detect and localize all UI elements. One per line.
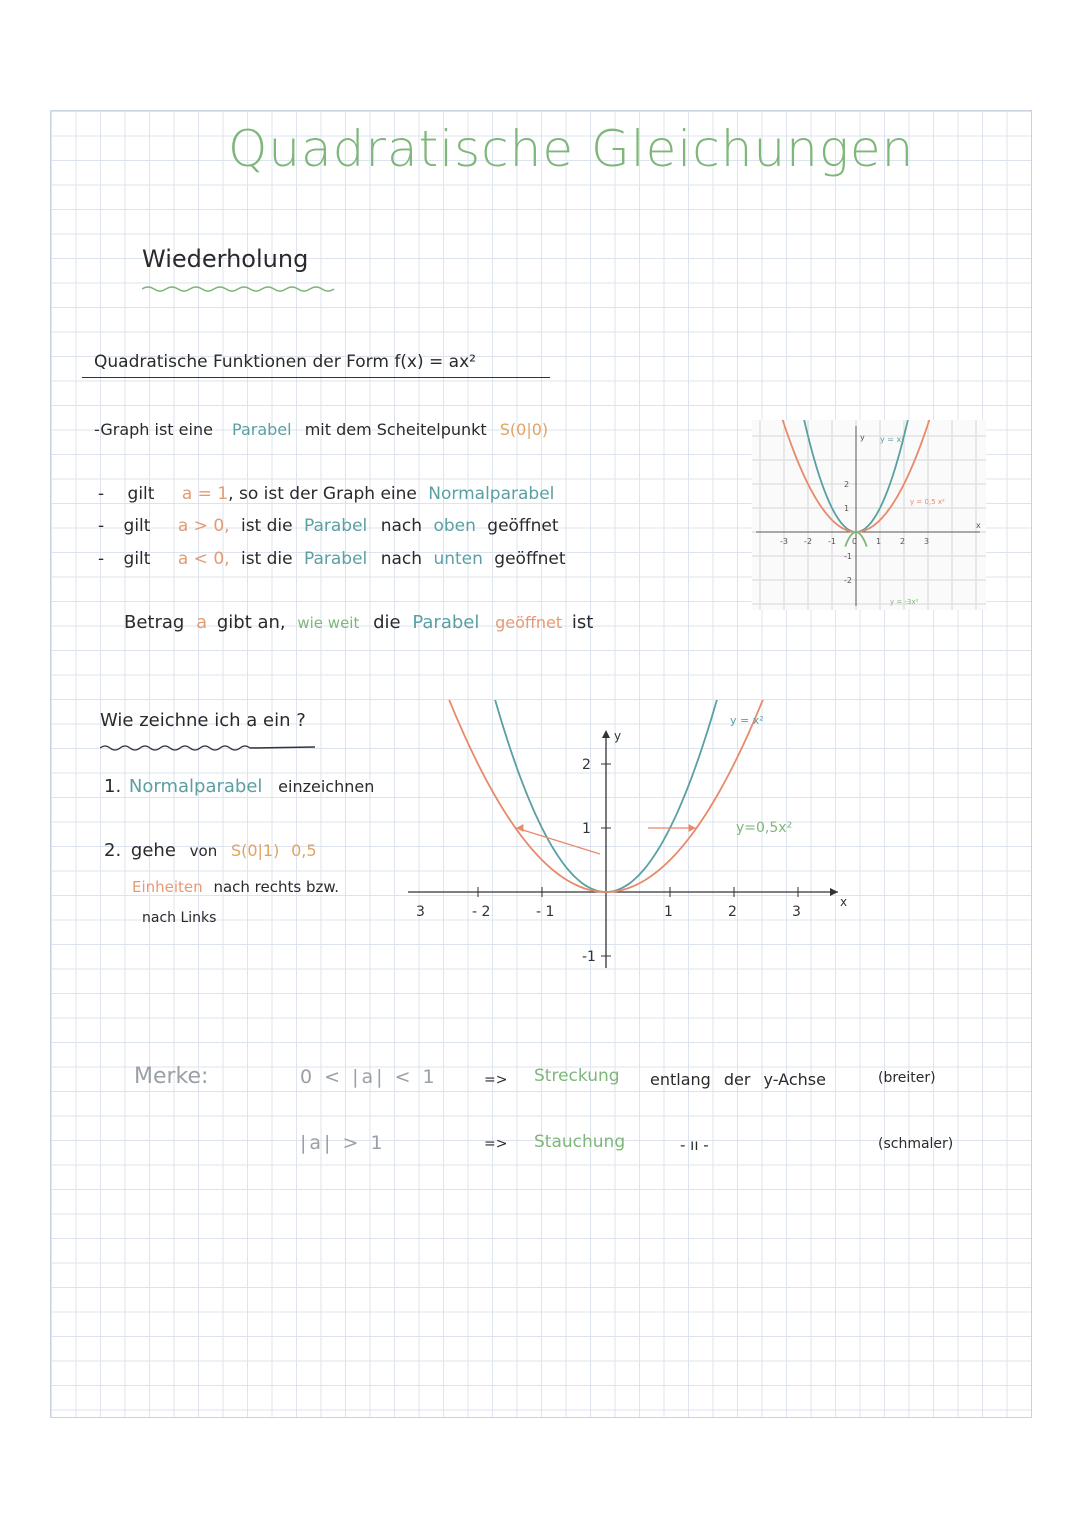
small-label-wide: y = 0,5 x² bbox=[910, 498, 945, 506]
bullet-dash: - bbox=[98, 516, 105, 536]
word-betrag: Betrag bbox=[124, 612, 185, 633]
word-geoeffnet: geöffnet bbox=[487, 516, 559, 536]
graph-mid: mit dem Scheitelpunkt bbox=[304, 420, 487, 439]
word-parabel: Parabel bbox=[412, 612, 480, 633]
word-oben: oben bbox=[433, 516, 476, 536]
main-y-tick-label: -1 bbox=[582, 949, 596, 965]
bullet-1 bbox=[98, 484, 554, 504]
word-a: a bbox=[196, 612, 208, 633]
small-y-tick-label: -2 bbox=[844, 576, 852, 585]
main-x-tick-label: - 1 bbox=[536, 904, 555, 920]
word-geoeffnet: geöffnet bbox=[495, 613, 563, 632]
merke-row2-condition: |a| > 1 bbox=[300, 1132, 386, 1154]
step-2-line-2 bbox=[132, 878, 339, 896]
word-gibt-an: gibt an, bbox=[216, 612, 286, 633]
merke-row2-note: (schmaler) bbox=[878, 1136, 954, 1152]
main-y-tick-label: 1 bbox=[582, 821, 591, 837]
small-label-negative: y = -3x² bbox=[890, 598, 919, 606]
small-y-tick-label: 2 bbox=[844, 480, 850, 489]
merke-row2-arrow: => bbox=[484, 1136, 508, 1152]
bullet-condition: a > 0, bbox=[177, 516, 230, 536]
step-2-line-3: nach Links bbox=[142, 910, 217, 926]
step-2 bbox=[104, 840, 317, 861]
word-ist: ist bbox=[571, 612, 594, 633]
word-einheiten: Einheiten bbox=[132, 878, 203, 896]
step-1-rest: einzeichnen bbox=[278, 777, 375, 796]
bullet-text: ist die bbox=[240, 516, 293, 536]
word-wie-weit: wie weit bbox=[297, 614, 360, 632]
step-2-number: 2. bbox=[104, 840, 122, 861]
bullet-2 bbox=[98, 516, 559, 536]
vertex-text: S(0|0) bbox=[499, 420, 549, 439]
bullet-3 bbox=[98, 549, 566, 569]
step-2-value: 0,5 bbox=[291, 841, 317, 860]
bullet-gilt: gilt bbox=[123, 516, 151, 536]
graph-prefix: -Graph ist eine bbox=[94, 420, 213, 439]
topic-line: Quadratische Funktionen der Form f(x) = ax² bbox=[94, 352, 476, 372]
main-x-tick-label: 3 bbox=[792, 904, 801, 920]
main-label-normal: y = x² bbox=[730, 714, 764, 727]
merke-row2-word: Stauchung bbox=[534, 1132, 626, 1152]
main-x-tick-label: 2 bbox=[728, 904, 737, 920]
main-chart-curves bbox=[414, 700, 766, 892]
small-y-label: y bbox=[860, 433, 865, 442]
word-gehe: gehe bbox=[130, 840, 176, 861]
word-parabel: Parabel bbox=[304, 516, 368, 536]
small-x-tick-label: 3 bbox=[924, 537, 930, 546]
merke-row1-rest: entlang der y-Achse bbox=[650, 1070, 826, 1089]
bullet-text: ist die bbox=[240, 549, 293, 569]
merke-row1-word: Streckung bbox=[534, 1066, 620, 1086]
small-x-tick-label: -3 bbox=[780, 537, 788, 546]
merke-row1-note: (breiter) bbox=[878, 1070, 936, 1086]
step-2-point: S(0|1) bbox=[230, 841, 280, 860]
main-y-tick-label: 2 bbox=[582, 757, 591, 773]
wavy-underline-2 bbox=[100, 737, 320, 745]
small-y-tick-label: -1 bbox=[844, 552, 852, 561]
graph-description bbox=[94, 420, 548, 439]
main-y-arrow bbox=[602, 730, 610, 738]
step-1 bbox=[104, 776, 374, 797]
bullet-text: , so ist der Graph eine bbox=[228, 484, 417, 504]
small-reference-graph bbox=[752, 420, 986, 610]
word-parabel: Parabel bbox=[304, 549, 368, 569]
merke-row1-arrow: => bbox=[484, 1072, 508, 1088]
step-2-line2-rest: nach rechts bzw. bbox=[213, 878, 340, 896]
bullet-dash: - bbox=[98, 484, 105, 504]
small-graph-background bbox=[752, 420, 986, 610]
small-x-tick-label: 0 bbox=[852, 537, 858, 546]
section-heading-wie-zeichne: Wie zeichne ich a ein ? bbox=[100, 710, 306, 731]
main-parabola-chart bbox=[400, 700, 860, 980]
main-x-tick-label: 1 bbox=[664, 904, 673, 920]
page-title: Quadratische Gleichungen bbox=[228, 120, 915, 178]
merke-label: Merke: bbox=[134, 1064, 209, 1089]
main-x-tick-label: - 2 bbox=[472, 904, 491, 920]
small-label-normal: y = x² bbox=[880, 435, 905, 444]
topic-underline bbox=[82, 377, 550, 378]
bullet-gilt: gilt bbox=[127, 484, 155, 504]
bullet-condition: a = 1 bbox=[181, 484, 229, 504]
word-von: von bbox=[189, 842, 218, 860]
word-parabel: Parabel bbox=[232, 420, 292, 439]
word-nach: nach bbox=[380, 516, 423, 536]
main-y-label: y bbox=[614, 729, 622, 743]
main-chart-axes bbox=[408, 729, 847, 968]
main-x-label: x bbox=[840, 895, 848, 909]
word-normalparabel: Normalparabel bbox=[428, 484, 555, 504]
small-y-tick-label: 1 bbox=[844, 504, 850, 513]
small-x-tick-label: -2 bbox=[804, 537, 812, 546]
bullet-gilt: gilt bbox=[123, 549, 151, 569]
merke-row2-rest: - ıı - bbox=[680, 1136, 709, 1154]
word-unten: unten bbox=[433, 549, 483, 569]
step-1-number: 1. bbox=[104, 776, 122, 797]
main-label-wide: y=0,5x² bbox=[736, 820, 793, 836]
word-die: die bbox=[373, 612, 401, 633]
word-normalparabel: Normalparabel bbox=[128, 776, 263, 797]
small-x-label: x bbox=[976, 521, 981, 530]
small-x-tick-label: 2 bbox=[900, 537, 906, 546]
bullet-dash: - bbox=[98, 549, 105, 569]
word-nach: nach bbox=[380, 549, 423, 569]
main-x-arrow bbox=[830, 888, 838, 896]
section-heading-wiederholung: Wiederholung bbox=[142, 245, 309, 273]
small-x-tick-label: 1 bbox=[876, 537, 882, 546]
small-x-tick-label: -1 bbox=[828, 537, 836, 546]
wavy-underline bbox=[142, 278, 342, 286]
merke-row1-condition: 0 < |a| < 1 bbox=[300, 1066, 438, 1088]
main-chart-labels bbox=[730, 714, 792, 836]
main-curve-wide-parabola bbox=[414, 700, 766, 892]
main-x-tick-label: 3 bbox=[416, 904, 425, 920]
betrag-line bbox=[124, 612, 593, 633]
bullet-condition: a < 0, bbox=[177, 549, 230, 569]
word-geoeffnet: geöffnet bbox=[494, 549, 566, 569]
